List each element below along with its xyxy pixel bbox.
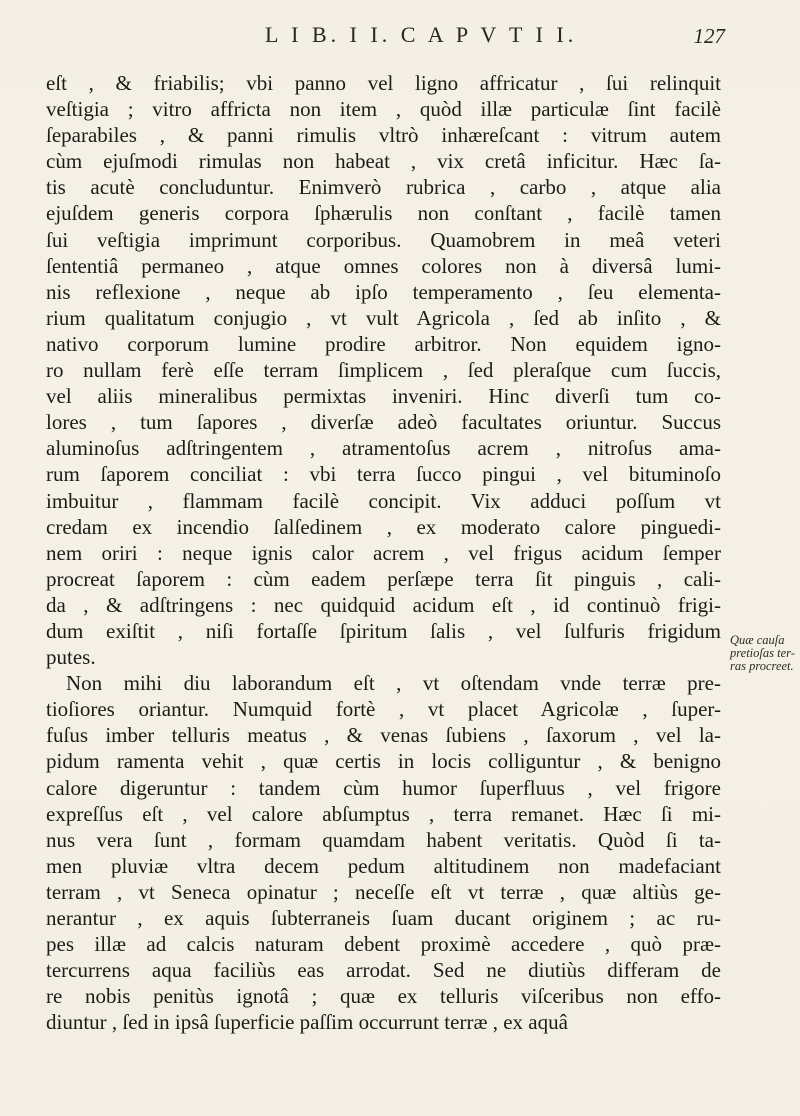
text-line: terram , vt Seneca opinatur ; neceſſe eſt vt terræ , quæ altiùs ge-: [46, 879, 721, 904]
text-line: pes illæ ad calcis naturam debent proximè accedere , quò præ-: [46, 932, 721, 957]
text-line: re nobis penitùs ignotâ ; quæ ex telluris viſceribus non effo-: [46, 984, 721, 1009]
text-line: eſt , & friabilis; vbi panno vel ligno affricatur , ſui relinquit: [46, 71, 721, 95]
text-line: aluminoſus adſtringentem , atramentoſus acrem , nitroſus ama-: [46, 436, 721, 461]
running-head: L I B. I I. C A P V T I I.: [265, 22, 578, 47]
text-line: tis acutè concluduntur. Enimverò rubrica , carbo , atque alia: [46, 175, 721, 200]
text-line: cùm ejuſmodi rimulas non habeat , vix cretâ inficitur. Hæc ſa-: [46, 149, 721, 174]
text-line: da , & adſtringens : nec quidquid acidum eſt , id continuò frigi-: [46, 592, 721, 617]
text-line: veſtigia ; vitro affricta non item , quòd illæ particulæ ſint facilè: [46, 97, 721, 122]
text-line: ſententiâ permaneo , atque omnes colores non à diversâ lumi-: [46, 253, 721, 278]
text-line: ro nullam ferè eſſe terram ſimplicem , ſed pleraſque cum ſuccis,: [46, 358, 721, 383]
text-line: imbuitur , flammam facilè concipit. Vix adduci poſſum vt: [46, 488, 721, 513]
text-line: nus vera ſunt , formam quamdam habent veritatis. Quòd ſi ta-: [46, 827, 721, 852]
text-line: tioſiores oriantur. Numquid fortè , vt placet Agricolæ , ſuper-: [46, 697, 721, 722]
margin-note-line: ras procreet.: [730, 659, 794, 673]
text-line: ſeparabiles , & panni rimulis vltrò inhæreſcant : vitrum autem: [46, 123, 721, 148]
margin-note: [730, 634, 796, 673]
text-line: expreſſus eſt , vel calore abſumptus , terra remanet. Hæc ſi mi-: [46, 801, 721, 826]
text-line: lores , tum ſapores , diverſæ adeò facultates oriuntur. Succus: [46, 410, 721, 435]
text-line: procreat ſaporem : cùm eadem perſæpe terra ſit pinguis , cali-: [46, 566, 721, 591]
margin-note-line: Quæ cauſa: [730, 633, 785, 647]
text-line: dum exiſtit , niſi fortaſſe ſpiritum ſalis , vel ſulfuris frigidum: [46, 618, 721, 643]
text-line: diuntur , ſed in ipsâ ſuperficie paſſim occurrunt terræ , ex aquâ: [46, 1010, 568, 1035]
margin-note-line: pretioſas ter-: [730, 646, 795, 660]
text-line: rum ſaporem conciliat : vbi terra ſucco pingui , vel bituminoſo: [46, 462, 721, 487]
text-line: vel aliis mineralibus permixtas inveniri. Hinc diverſi tum co-: [46, 384, 721, 409]
text-line: nem oriri : neque ignis calor acrem , vel frigus acidum ſemper: [46, 540, 721, 565]
text-line: pidum ramenta vehit , quæ certis in locis colliguntur , & benigno: [46, 749, 721, 774]
text-line: putes.: [46, 645, 96, 670]
text-line: tercurrens aqua faciliùs eas arrodat. Sed ne diutiùs differam de: [46, 958, 721, 983]
page-number: 127: [693, 24, 725, 48]
body-text: [46, 70, 721, 1035]
text-line: ſui veſtigia imprimunt corporibus. Quamobrem in meâ veteri: [46, 227, 721, 252]
page-header: [265, 22, 725, 62]
text-line: nis reflexione , neque ab ipſo temperamento , ſeu elementa-: [46, 279, 721, 304]
text-line: men pluviæ vltra decem pedum altitudinem non madefaciant: [46, 853, 721, 878]
text-line: nativo corporum lumine prodire arbitror. Non equidem igno-: [46, 331, 721, 356]
text-line: calore digeruntur : tandem cùm humor ſuperfluus , vel frigore: [46, 775, 721, 800]
text-line: rium qualitatum conjugio , vt vult Agricola , ſed ab inſito , &: [46, 305, 721, 330]
text-line: Non mihi diu laborandum eſt , vt oſtendam vnde terræ pre-: [66, 671, 721, 696]
text-line: fuſus imber telluris meatus , & venas ſubiens , ſaxorum , vel la-: [46, 723, 721, 748]
text-line: ejuſdem generis corpora ſphærulis non conſtant , facilè tamen: [46, 201, 721, 226]
text-line: credam ex incendio ſalſedinem , ex moderato calore pinguedi-: [46, 514, 721, 539]
text-line: nerantur , ex aquis ſubterraneis ſuam ducant originem ; ac ru-: [46, 906, 721, 930]
